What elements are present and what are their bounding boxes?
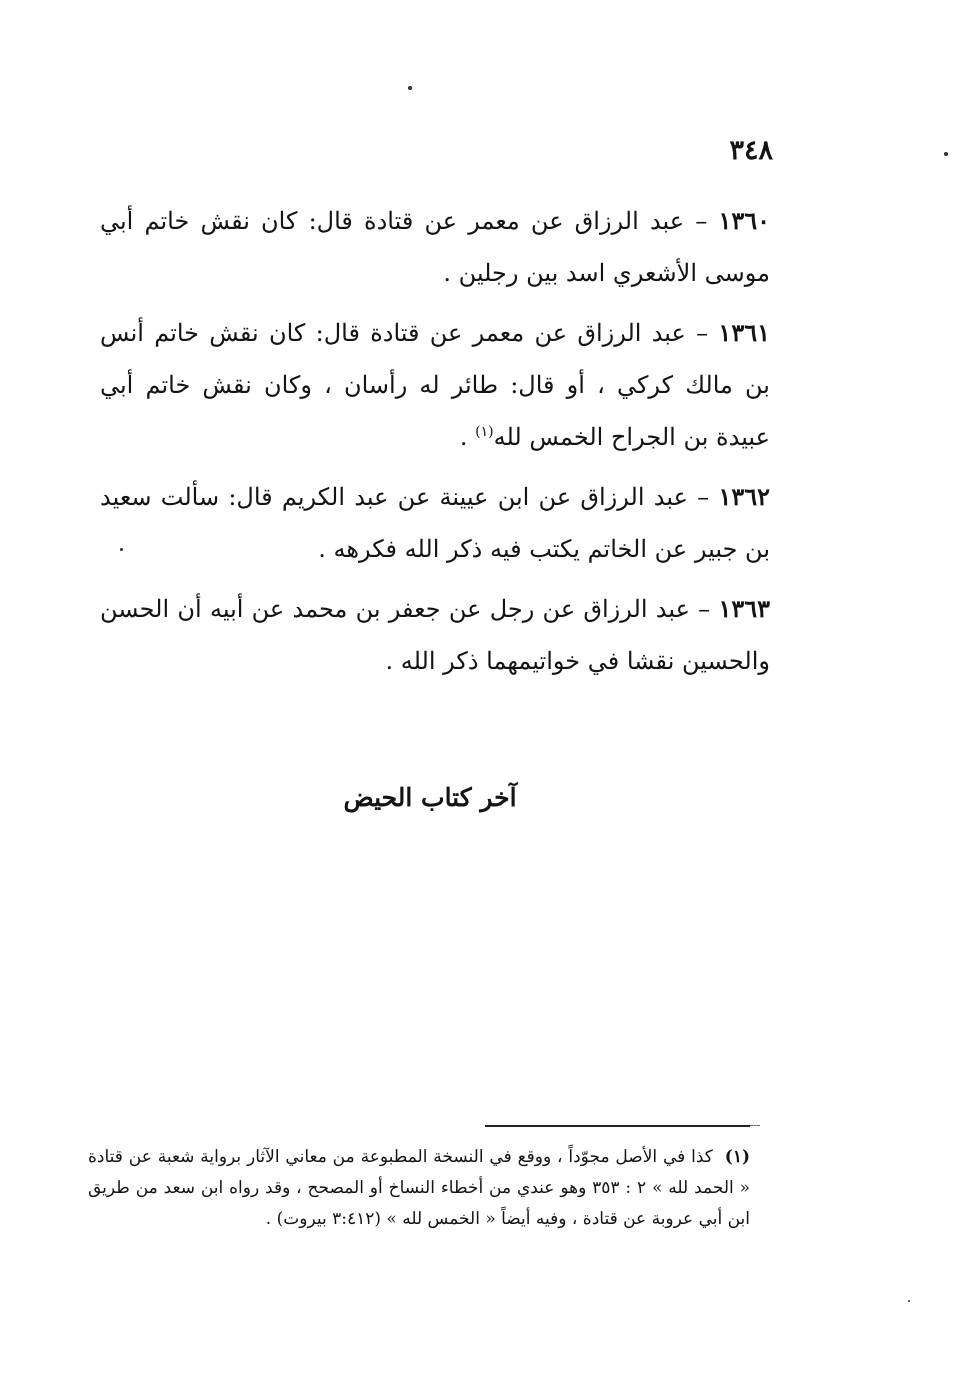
hadith-text: – عبد الرزاق عن رجل عن جعفر بن محمد عن أبيه أن الحسن والحسين نقشا في خواتيمهما ذكر الله . bbox=[100, 595, 770, 675]
footnote-reference[interactable]: (١) bbox=[475, 424, 494, 440]
chapter-end-colophon: آخر كتاب الحيض bbox=[343, 783, 517, 812]
footnote-text: كذا في الأصل مجوّداً ، ووقع في النسخة المطبوعة من معاني الآثار برواية شعبة عن قتادة « الحمد لله » ٢ : ٣٥٣ وهو عندي من أخطاء النساخ أو المصحح ، وقد رواه ابن سعد من طريق ابن أبي عروبة عن قتادة ، وفيه أيضاً « الخمس لله » (٣:٤١٢ بيروت) . bbox=[88, 1147, 750, 1229]
page-number: ٣٤٨ bbox=[729, 135, 773, 166]
hadith-number: ١٣٦١ bbox=[718, 318, 770, 347]
hadith-number: ١٣٦٢ bbox=[718, 482, 770, 511]
hadith-entry bbox=[100, 583, 770, 687]
hadith-text: – عبد الرزاق عن ابن عيينة عن عبد الكريم قال: سألت سعيد بن جبير عن الخاتم يكتب فيه ذكر الله فكرهه . bbox=[100, 483, 770, 563]
hadith-number: ١٣٦٠ bbox=[718, 206, 770, 235]
hadith-entry bbox=[100, 195, 770, 299]
hadith-text: – عبد الرزاق عن معمر عن قتادة قال: كان نقش خاتم أبي موسى الأشعري اسد بين رجلين . bbox=[100, 207, 770, 287]
footnote bbox=[88, 1142, 750, 1235]
scan-speck bbox=[944, 152, 948, 156]
hadith-entry bbox=[100, 307, 770, 463]
footnote-separator-tick bbox=[750, 1125, 760, 1126]
scan-speck bbox=[408, 86, 412, 90]
footnotes bbox=[88, 1142, 750, 1235]
hadith-entry bbox=[100, 471, 770, 575]
hadith-number: ١٣٦٣ bbox=[718, 594, 770, 623]
scan-speck bbox=[120, 548, 123, 551]
hadith-text: – عبد الرزاق عن معمر عن قتادة قال: كان نقش خاتم أنس بن مالك كركي ، أو قال: طائر له رأسان ، وكان نقش خاتم أبي عبيدة بن الجراح الخمس لله bbox=[100, 319, 770, 451]
scan-speck bbox=[908, 1300, 910, 1302]
footnote-mark: (١) bbox=[724, 1147, 750, 1167]
hadith-text-end: . bbox=[459, 423, 476, 451]
hadith-list bbox=[100, 195, 770, 695]
footnote-separator bbox=[485, 1125, 750, 1127]
